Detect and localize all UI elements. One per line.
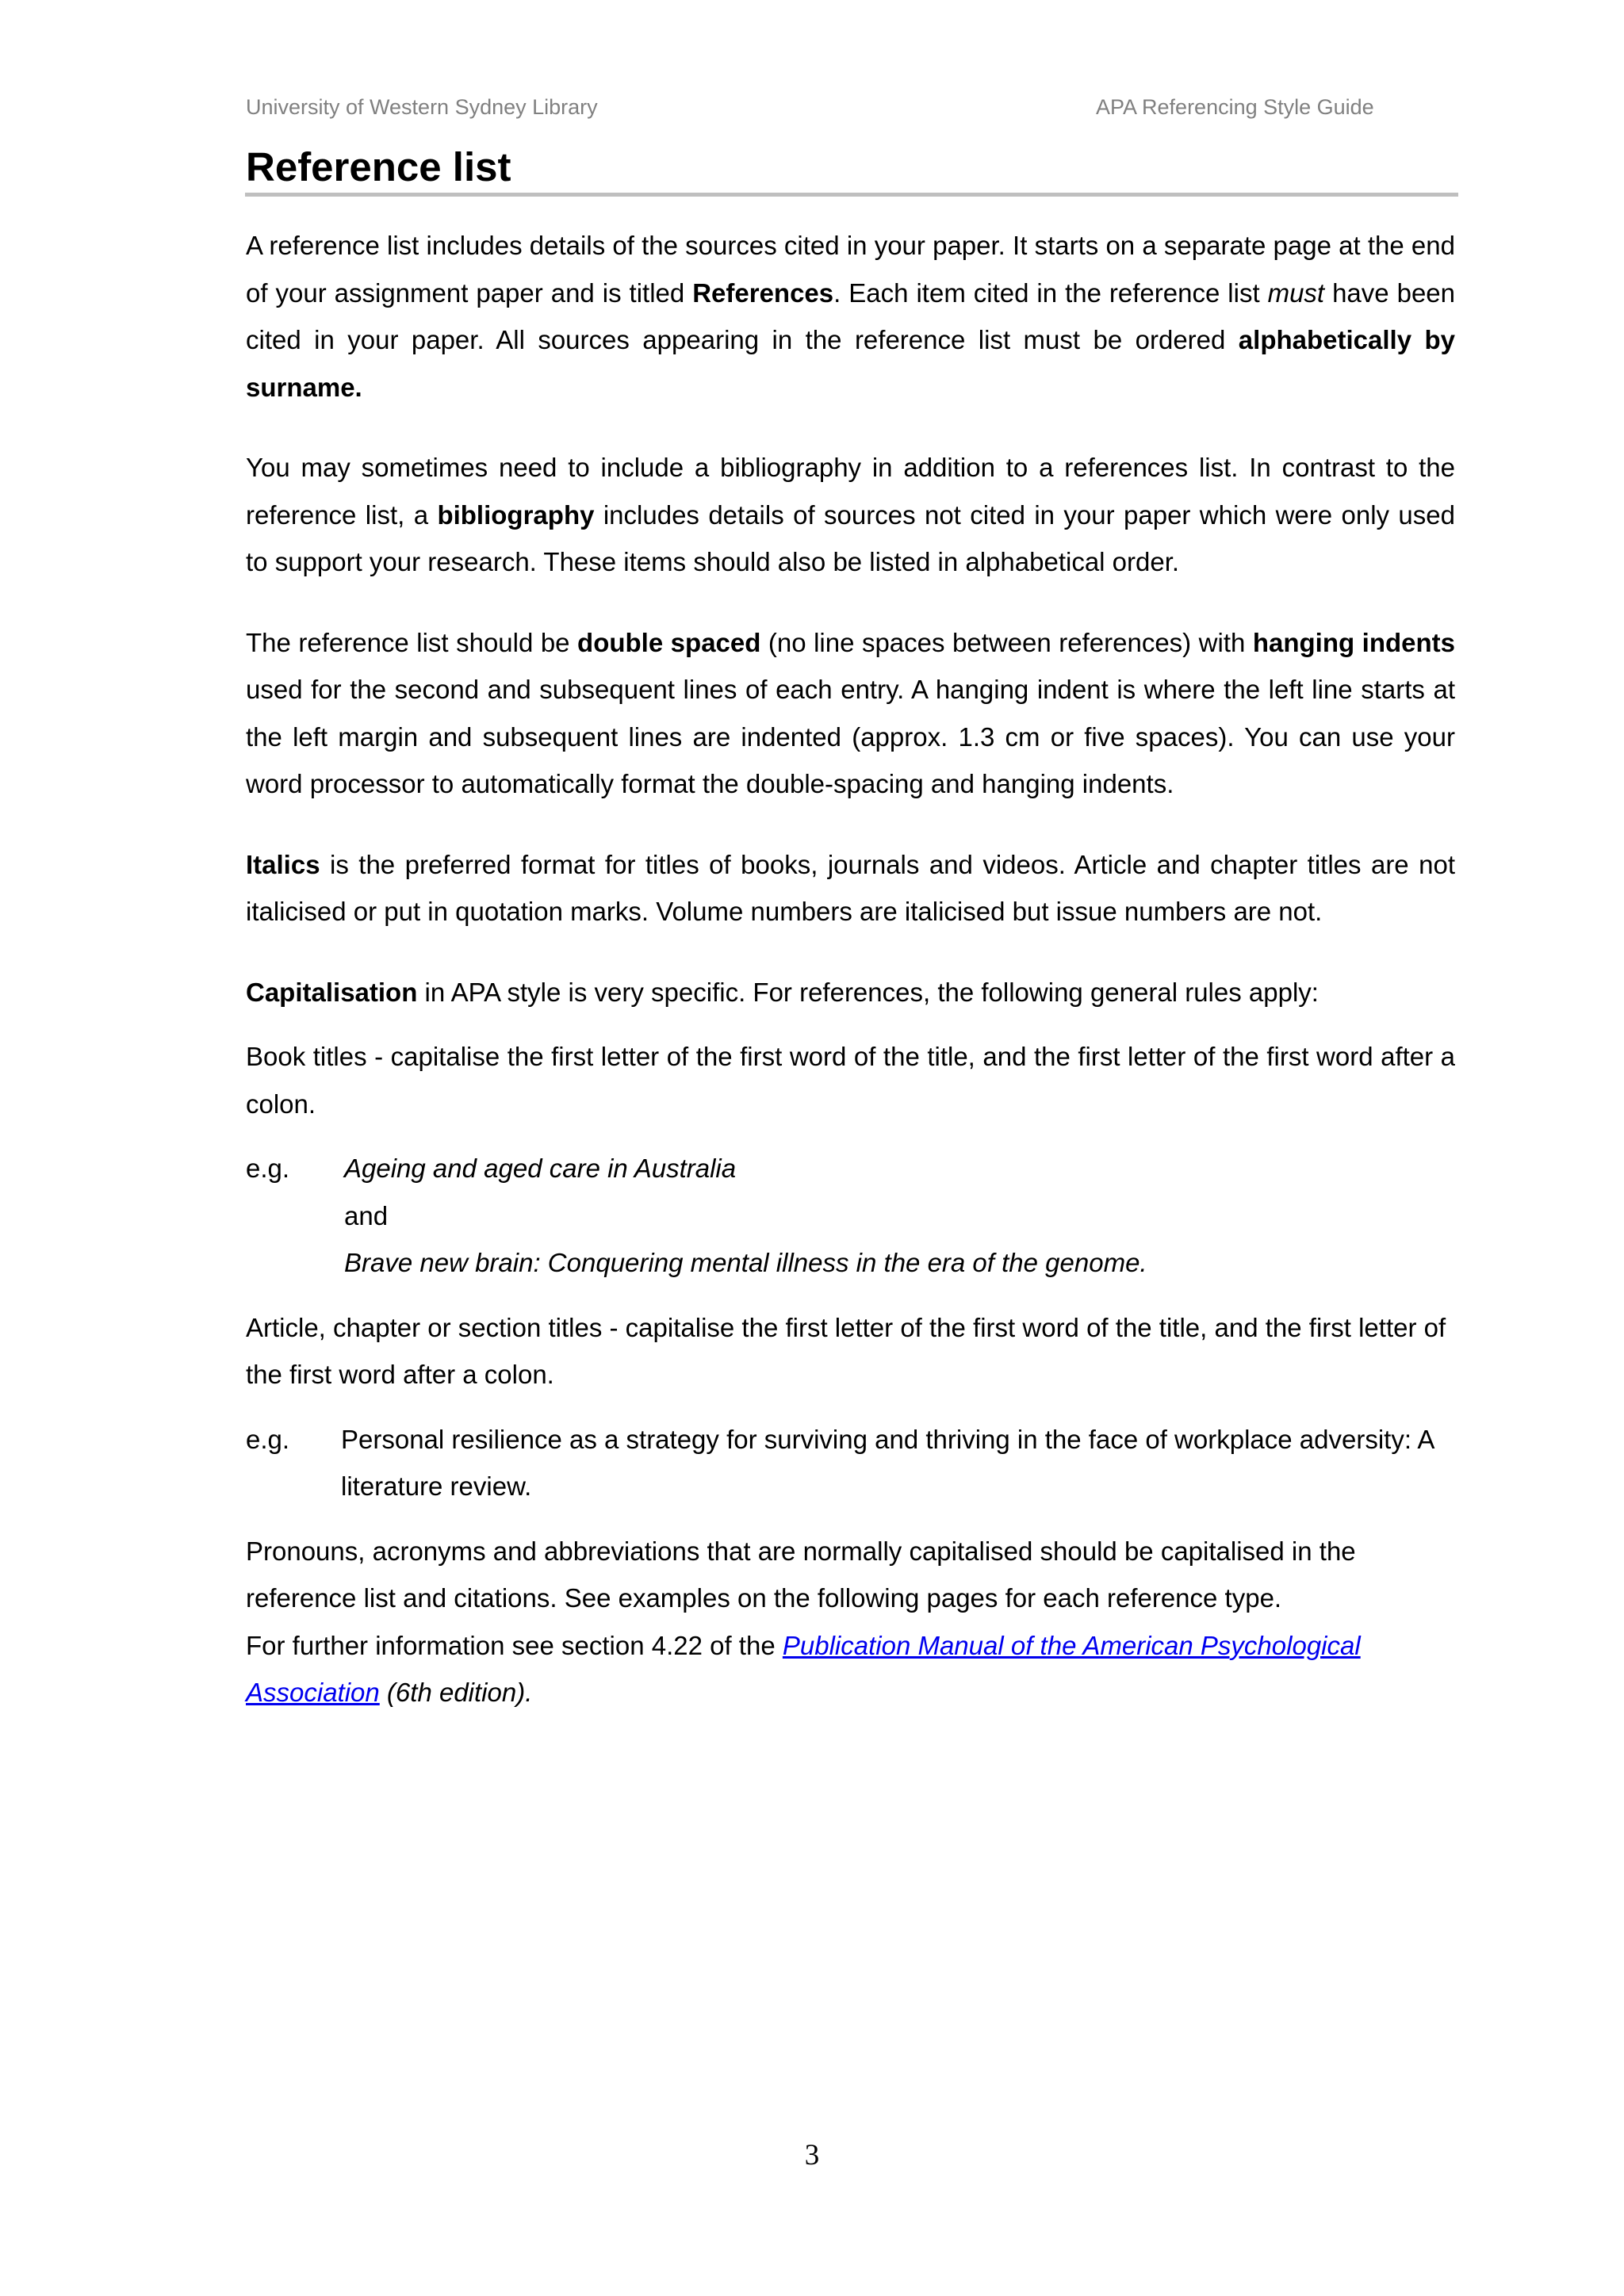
italic-text: Ageing and aged care in Australia <box>344 1154 737 1183</box>
paragraph-reference-list-intro <box>246 222 1455 411</box>
title-underline-rule <box>245 193 1458 197</box>
bold-text: double spaced <box>577 627 761 657</box>
text-run: in APA style is very specific. For references, the following general rules apply: <box>417 977 1319 1007</box>
italic-text: Brave new brain: Conquering mental illness in the era of the genome. <box>344 1248 1147 1277</box>
example-book-titles <box>246 1145 1455 1287</box>
paragraph-article-titles: Article, chapter or section titles - capitalise the first letter of the first word of the title, and the first letter of the first word after a colon. <box>246 1312 1446 1389</box>
paragraph-capitalisation <box>246 969 1455 1016</box>
example-article-title <box>246 1416 1455 1510</box>
example-label: e.g. <box>246 1154 290 1183</box>
text-run: A reference list includes details of the sources cited in your paper. It starts on a separate page at the end of your assignment paper and is titled <box>246 231 1455 308</box>
text-run: (no line spaces between references) with <box>760 627 1253 657</box>
bold-text: bibliography <box>437 499 595 530</box>
example-line <box>344 1239 1455 1287</box>
example-text: Personal resilience as a strategy for surviving and thriving in the face of workplace adversity: A literature review. <box>341 1424 1434 1501</box>
text-run: have been cited in your paper. All sources appearing in the reference list must be ordered <box>246 277 1456 354</box>
example-lines <box>344 1145 1455 1287</box>
apa-manual-link[interactable]: Publication Manual of the American Psychological Association <box>246 1630 1361 1707</box>
text-run: You may sometimes need to include a bibliography in addition to a references list. In contrast to the reference list, a <box>246 453 1455 530</box>
page-number: 3 <box>804 2139 820 2172</box>
bold-text: References <box>692 277 834 308</box>
paragraph-pronouns: Pronouns, acronyms and abbreviations that are normally capitalised should be capitalised in the reference list and citations. See examples on the following pages for each reference type. <box>246 1536 1356 1613</box>
body-text <box>246 222 1455 1716</box>
page-title: Reference list <box>246 144 511 189</box>
bold-text: hanging indents <box>1252 627 1455 657</box>
text-run: includes details of sources not cited in your paper which were only used to support your research. These items should also be listed in alphabetical order. <box>246 499 1455 576</box>
text-run: For further information see section 4.22 of the <box>246 1630 783 1660</box>
text-run: The reference list should be <box>246 627 578 657</box>
paragraph-bibliography <box>246 444 1455 586</box>
example-line: and <box>344 1200 389 1230</box>
text-run: is the preferred format for titles of books, journals and videos. Article and chapter titles are not italicised or put in quotation marks. Volume numbers are italicised but issue numbers are not. <box>246 849 1455 926</box>
bold-text: alphabetically by surname. <box>246 325 1455 402</box>
paragraph-spacing-indents <box>246 619 1455 808</box>
header-guide-title: APA Referencing Style Guide <box>1096 95 1374 119</box>
italic-text: (6th edition). <box>379 1678 533 1707</box>
paragraph-further-information <box>246 1622 1455 1716</box>
italic-text: must <box>1267 277 1325 308</box>
text-run: . Each item cited in the reference list <box>833 277 1268 308</box>
example-label: e.g. <box>246 1424 290 1454</box>
bold-text: Capitalisation <box>246 977 418 1007</box>
bold-text: Italics <box>246 849 320 879</box>
header-library-name: University of Western Sydney Library <box>246 95 598 119</box>
text-run: used for the second and subsequent lines of each entry. A hanging indent is where the left line starts at the left margin and subsequent lines are indented (approx. 1.3 cm or five spaces). You can use your word processor to automatically format the double-spacing and hanging indents. <box>246 675 1455 798</box>
paragraph-book-titles: Book titles - capitalise the first letter of the first word of the title, and the first letter of the first word after a colon. <box>246 1042 1455 1119</box>
paragraph-italics <box>246 841 1455 936</box>
example-line <box>344 1145 1455 1192</box>
